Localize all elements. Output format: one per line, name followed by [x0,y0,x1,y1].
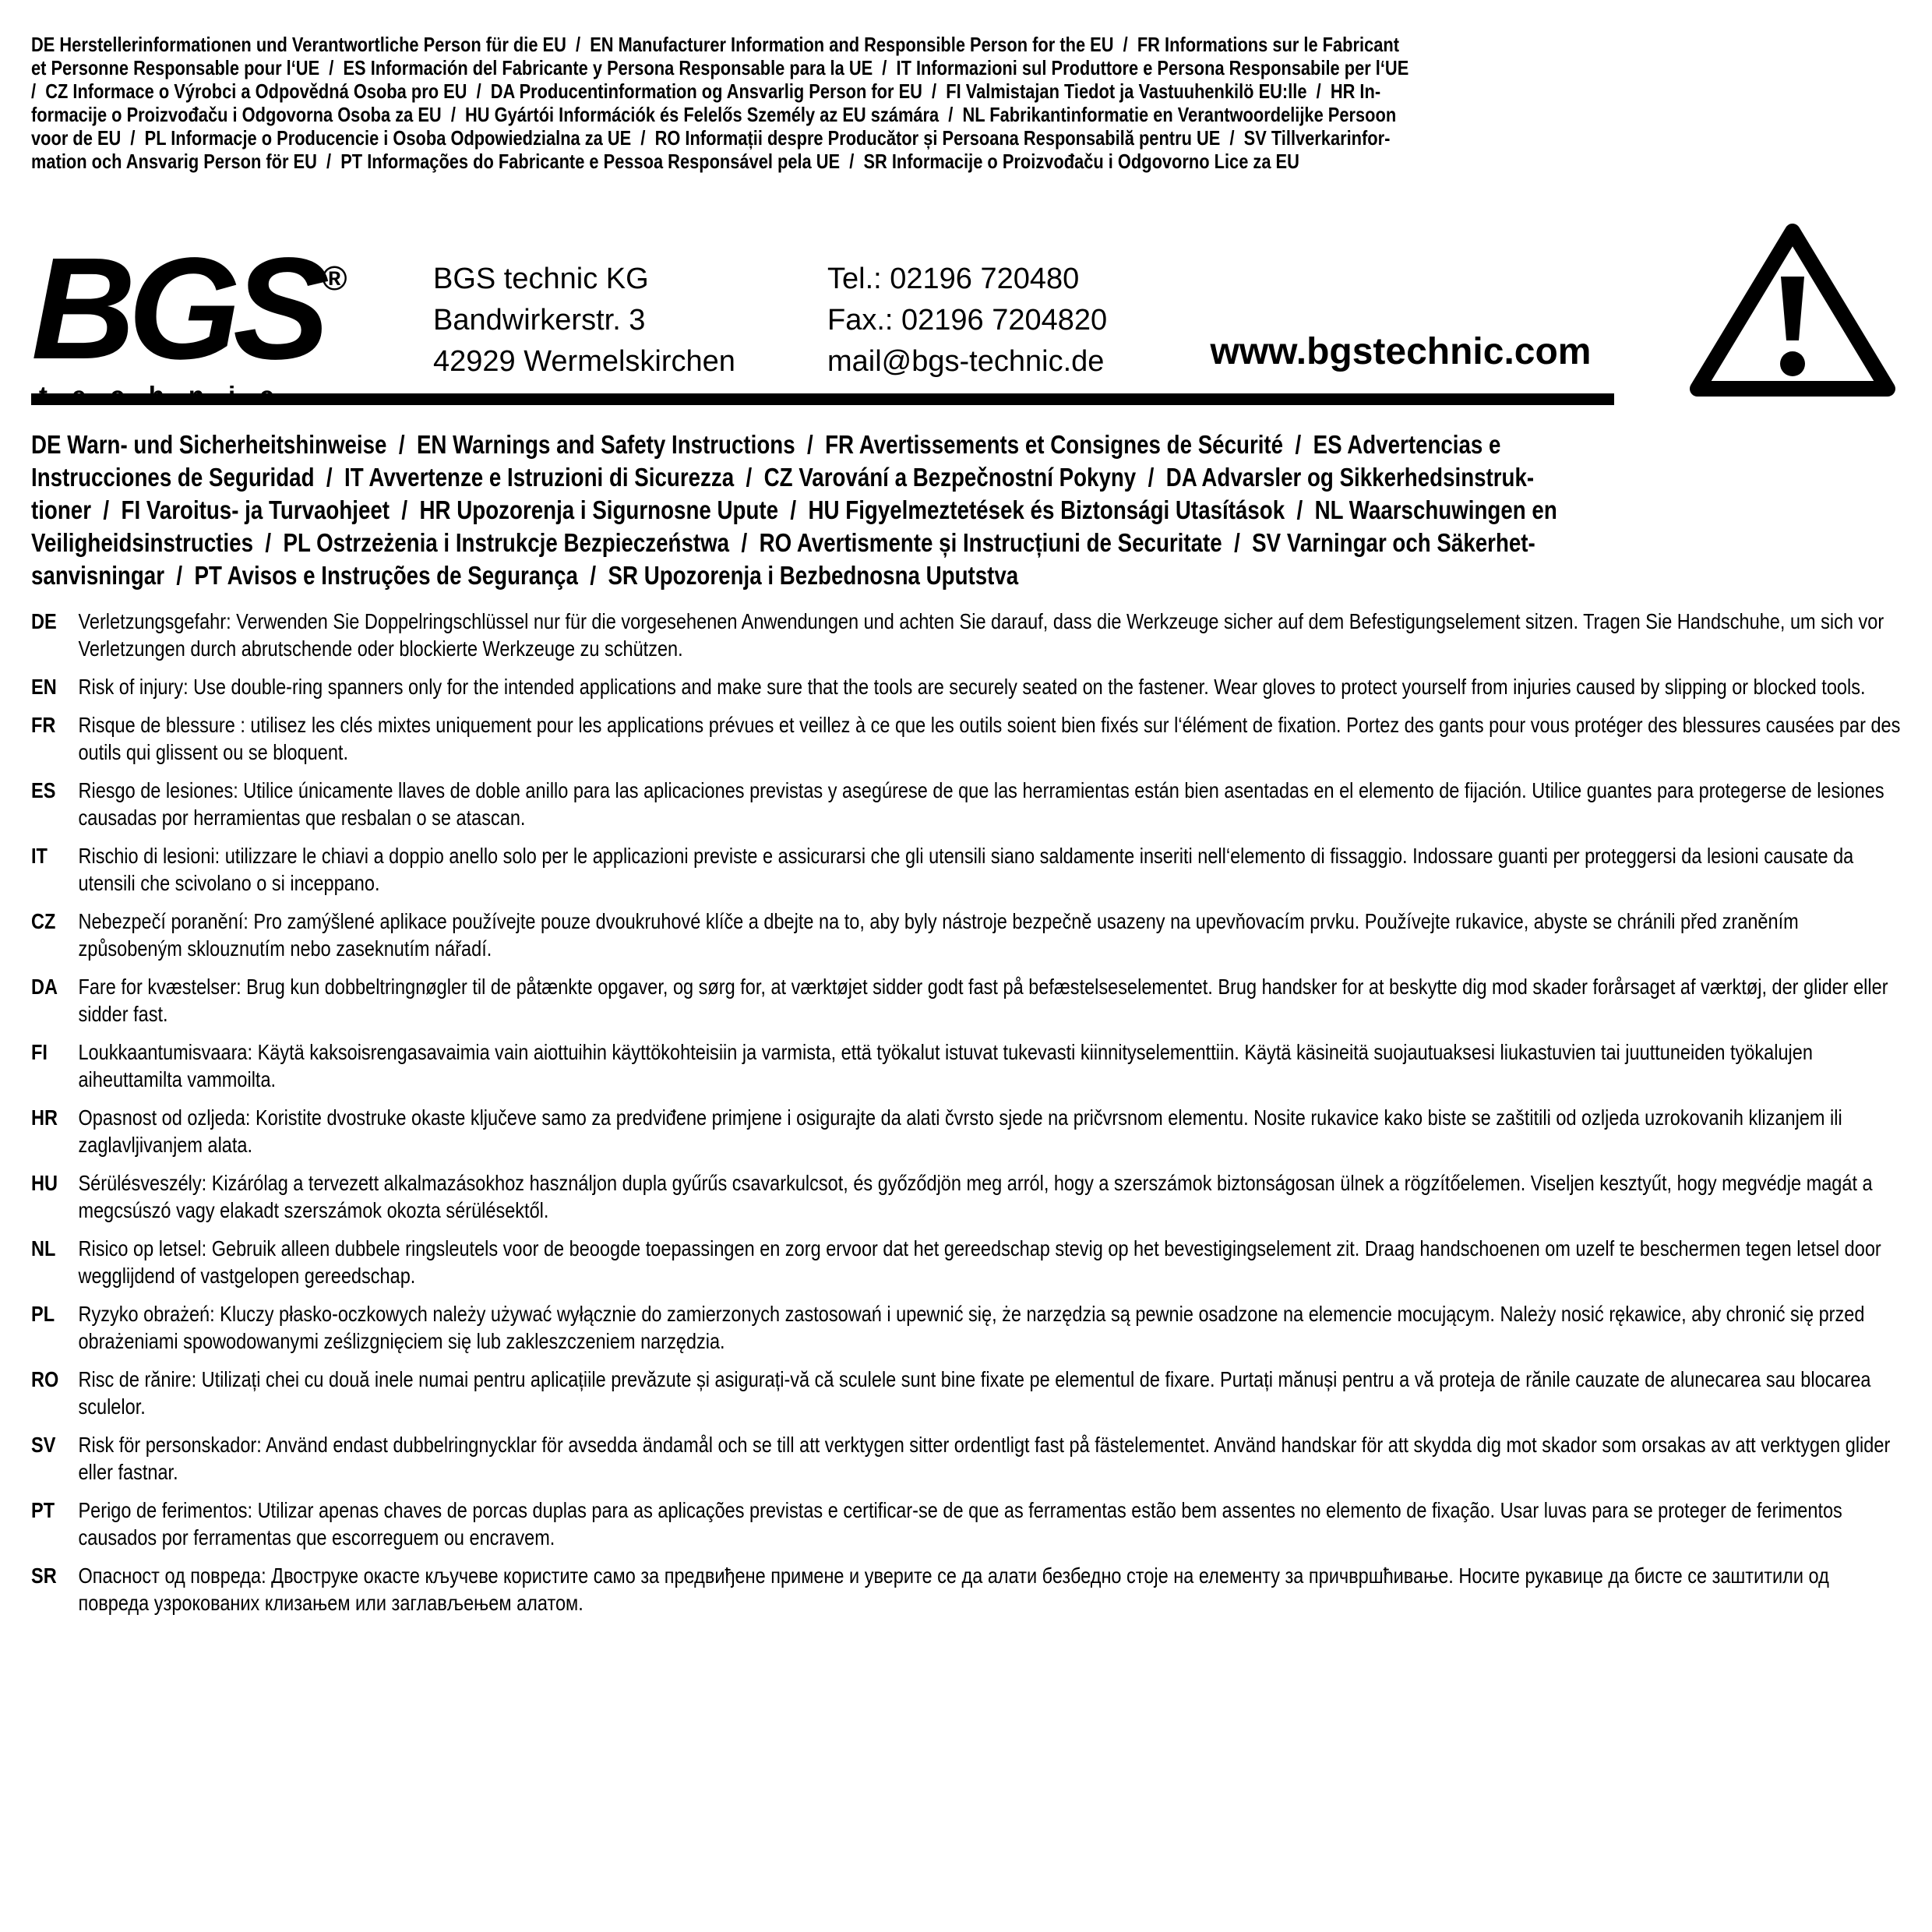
language-code: FR [31,713,56,737]
language-code: ES [31,778,56,802]
safety-note-row-hr [31,1104,1901,1158]
bgs-logo-text: BGS [31,228,323,390]
safety-note-row-ro [31,1366,1901,1420]
language-code: DE [31,609,57,633]
language-code: PL [31,1302,55,1326]
language-code: IT [31,844,48,868]
safety-note-row-en [31,673,1901,700]
safety-note-text: Verletzungsgefahr: Verwenden Sie Doppelringschlüssel nur für die vorgesehenen Anwendungen und achten Sie darauf, dass die Werkzeuge sicher auf dem Befestigungselement sitzen. Tragen Sie Handschuhe, um sich vor Verletzungen durch abrutschende oder blockierte Werkzeuge zu schützen. [78,609,1884,661]
safety-note-row-sr [31,1562,1901,1616]
language-code: DA [31,975,58,999]
safety-note-text: Risc de rănire: Utilizați chei cu două inele numai pentru aplicațiile prevăzute și asigurați-vă că sculele sunt bine fixate pe elementul de fixare. Purtați mănuși pentru a vă proteja de rănile cauzate de alunecarea sau blocarea sculelor. [78,1367,1871,1419]
registered-trademark-symbol: ® [322,259,347,298]
company-street: Bandwirkerstr. 3 [433,304,646,337]
safety-note-text: Nebezpečí poranění: Pro zamýšlené aplikace používejte pouze dvoukruhové klíče a dbejte na to, aby byly nástroje bezpečně usazeny na upevňovacím prvku. Používejte rukavice, abyste se chránili před zraněním způsobeným sklouznutím nebo zaseknutím nářadí. [78,909,1799,961]
company-city: 42929 Wermelskirchen [433,345,735,378]
safety-note-text: Loukkaantumisvaara: Käytä kaksoisrengasavaimia vain aiottuihin käyttökohteisiin ja varmista, että työkalut istuvat tukevasti kiinnityselementtiin. Käytä käsineitä suojautuaksesi liukastuvien tai juuttuneiden työkalujen aiheuttamilta vammoilta. [78,1040,1813,1091]
safety-note-row-de [31,608,1901,662]
language-code: NL [31,1236,56,1260]
safety-note-text: Fare for kvæstelser: Brug kun dobbeltringnøgler til de påtænkte opgaver, og sørg for, at værktøjet sidder godt fast på befæstelseselementet. Brug handsker for at beskytte dig mod skader forårsaget af værktøj, der glider eller sidder fast. [78,975,1888,1026]
safety-note-text: Riesgo de lesiones: Utilice únicamente llaves de doble anillo para las aplicaciones previstas y asegúrese de que las herramientas están bien asentadas en el elemento de fijación. Utilice guantes para protegerse de lesiones causadas por herramientas que resbalan o se atascan. [78,778,1884,830]
language-code: SV [31,1433,56,1457]
safety-note-row-pt [31,1497,1901,1551]
safety-note-row-fr [31,711,1901,766]
safety-note-row-pl [31,1300,1901,1355]
bgs-logo [31,210,366,411]
language-code: SR [31,1564,57,1588]
safety-note-row-it [31,842,1901,897]
safety-note-text: Risque de blessure : utilisez les clés mixtes uniquement pour les applications prévues et veillez à ce que les outils soient bien fixés sur l‘élément de fixation. Portez des gants pour vous protéger des blessures causées par des outils qui glissent ou se bloquent. [78,713,1901,764]
language-code: RO [31,1367,59,1391]
fax-number: Fax.: 02196 7204820 [827,304,1108,337]
safety-note-row-da [31,973,1901,1028]
safety-note-row-nl [31,1235,1901,1289]
safety-note-text: Risk för personskador: Använd endast dubbelringnycklar för avsedda ändamål och se till att verktygen sitter ordentligt fast på fästelementet. Använd handskar för att skydda dig mot skador som orsakas av att verktygen glider eller fastnar. [78,1433,1891,1484]
safety-note-row-fi [31,1038,1901,1093]
safety-note-text: Risico op letsel: Gebruik alleen dubbele ringsleutels voor de beoogde toepassingen en zorg ervoor dat het gereedschap stevig op het bevestigingselement zit. Draag handschoenen om uzelf te beschermen tegen letsel door wegglijdend of vastgelopen gereedschap. [78,1236,1881,1288]
company-name: BGS technic KG [433,263,649,295]
warnings-safety-header: DE Warn- und Sicherheitshinweise / EN Warnings and Safety Instructions / FR Avertissements et Consignes de Sécurité / ES Advertencias e Instrucciones de Seguridad / IT Avvertenze e Istruzioni di Sicurezza / CZ Varování a Bezpečnostní Pokyny / DA Advarsler og Sikkerhedsinstruk- tioner / FI Varoitus- ja Turvaohjeet / HR Upozorenja i Sigurnosne Upute / HU Figyelmeztetések és Biztonsági Utasítások / NL Waarschuwingen en Veiligheidsinstructies / PL Ostrzeżenia i Instrukcje Bezpieczeństwa / RO Avertismente și Instrucțiuni de Securitate / SV Varningar och Säkerhet- sanvisningar / PT Avisos e Instruções de Segurança / SR Upozorenja i Bezbednosna Uputstva [31,430,1557,590]
safety-note-text: Opasnost od ozljeda: Koristite dvostruke okaste ključeve samo za predviđene primjene i osigurajte da alati čvrsto sjede na pričvrsnom elementu. Nosite rukavice kako biste se zaštitili od ozljeda uzrokovanih klizanjem ili zaglavljivanjem alata. [78,1105,1842,1157]
safety-note-text: Perigo de ferimentos: Utilizar apenas chaves de porcas duplas para as aplicações previstas e certificar-se de que as ferramentas estão bem assentes no elemento de fixação. Usar luvas para se proteger de ferimentos causados por ferramentas que escorreguem ou encravem. [78,1498,1842,1549]
warning-triangle-icon [1687,220,1899,400]
language-code: FI [31,1040,48,1064]
horizontal-divider [31,393,1614,405]
website-url: www.bgstechnic.com [1210,331,1592,372]
safety-note-row-cz [31,908,1901,962]
safety-note-text: Rischio di lesioni: utilizzare le chiavi a doppio anello solo per le applicazioni previste e assicurarsi che gli utensili siano saldamente inseriti nell‘elemento di fissaggio. Indossare guanti per proteggersi da lesioni causate da utensili che scivolano o si inceppano. [78,844,1854,895]
safety-note-text: Sérülésveszély: Kizárólag a tervezett alkalmazásokhoz használjon dupla gyűrűs csavarkulcsot, és győződjön meg arról, hogy a szerszámok biztonságosan ülnek a rögzítőelemen. Viseljen kesztyűt, hogy megvédje magát a megcsúszó vagy elakadt szerszámok okozta sérülésektől. [78,1171,1873,1222]
email-address: mail@bgs-technic.de [827,345,1105,378]
language-code: HU [31,1171,58,1195]
bgs-logo-wordmark [31,210,366,390]
company-address-block [433,259,735,383]
safety-note-row-es [31,777,1901,831]
phone-number: Tel.: 02196 720480 [827,263,1080,295]
safety-notes-list [31,608,1901,1627]
company-contact-block [827,259,1107,383]
safety-note-text: Ryzyko obrażeń: Kluczy płasko-oczkowych należy używać wyłącznie do zamierzonych zastosowań i upewnić się, że narzędzia są pewnie osadzone na elemencie mocującym. Należy nosić rękawice, aby chronić się przed obrażeniami spowodowanymi ześlizgnięciem się lub zakleszczeniem narzędzia. [78,1302,1865,1353]
language-code: HR [31,1105,58,1130]
safety-note-row-hu [31,1169,1901,1224]
safety-note-text: Risk of injury: Use double-ring spanners only for the intended applications and make sure that the tools are securely seated on the fastener. Wear gloves to protect yourself from injuries caused by slipping or blocked tools. [78,675,1866,699]
safety-note-row-sv [31,1431,1901,1486]
language-code: CZ [31,909,56,933]
safety-note-text: Опасност од повреда: Двоструке окасте кључеве користите само за предвиђене примене и уверите се да алати безбедно стоје на елементу за причвршћивање. Носите рукавице да бисте се заштитили од повреда узрокованих клизањем или заглављењем алатом. [78,1564,1829,1615]
language-code: PT [31,1498,55,1522]
manufacturer-info-header: DE Herstellerinformationen und Verantwortliche Person für die EU / EN Manufacturer Information and Responsible Person for the EU / FR Informations sur le Fabricant et Personne Responsable pour l‘UE / ES Información del Fabricante y Persona Responsable para la UE / IT Informazioni sul Produttore e Persona Responsabile per l‘UE / CZ Informace o Výrobci a Odpovědná Osoba pro EU / DA Producentinformation og Ansvarlig Person for EU / FI Valmistajan Tiedot ja Vastuuhenkilö EU:lle / HR In- formacije o Proizvođaču i Odgovorna Osoba za EU / HU Gyártói Információk és Felelős Személy az EU számára / NL Fabrikantinformatie en Verantwoordelijke Persoon voor de EU / PL Informacje o Producencie i Osoba Odpowiedzialna za UE / RO Informații despre Producător și Persoana Responsabilă pentru UE / SV Tillverkarinfor- mation och Ansvarig Person för EU / PT Informações do Fabricante e Pessoa Responsável pela UE / SR Informacije o Proizvođaču i Odgovorno Lice za EU [31,33,1409,173]
language-code: EN [31,675,57,699]
